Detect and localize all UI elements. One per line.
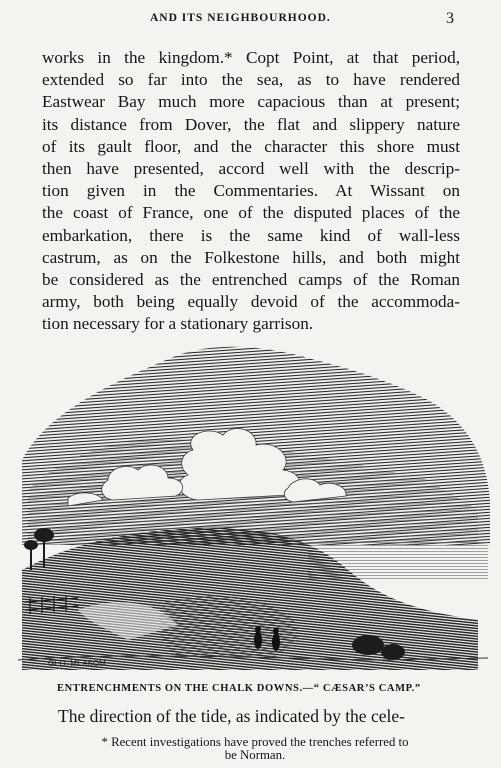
footnote-line: be Norman.	[224, 748, 286, 762]
body-line: its distance from Dover, the flat and slippery nature	[42, 114, 460, 134]
body-line: then have presented, accord well with the descrip-	[42, 159, 460, 179]
running-head	[0, 10, 501, 30]
continuation-line: The direction of the tide, as indicated by the cele-	[58, 706, 405, 726]
body-line: the coast of France, one of the disputed places of the	[42, 203, 460, 223]
body-line: tion given in the Commentaries. At Wissant on	[42, 181, 460, 201]
footnote	[55, 736, 455, 762]
body-line: castrum, as on the Folkestone hills, and both might	[42, 247, 460, 267]
body-line: army, both being equally devoid of the accommoda-	[42, 292, 460, 312]
body-line: tion necessary for a stationary garrison.	[42, 314, 314, 334]
landscape-engraving	[8, 340, 493, 675]
body-line: extended so far into the sea, as to have rendered	[42, 70, 460, 90]
body-line: be considered as the entrenched camps of the Roman	[42, 270, 460, 290]
body-line: works in the kingdom.* Copt Point, at that period,	[42, 48, 460, 67]
engraver-signature: GEO. MEASOM	[48, 659, 106, 668]
body-line: embarkation, there is the same kind of wall-less	[42, 225, 460, 245]
figure-caption: ENTRENCHMENTS ON THE CHALK DOWNS.—“ CÆSAR’S CAMP.”	[57, 683, 421, 694]
running-title: AND ITS NEIGHBOURHOOD.	[150, 12, 331, 24]
page-number: 3	[446, 10, 454, 27]
body-paragraph	[42, 47, 460, 336]
footnote-line: * Recent investigations have proved the trenches referred to	[101, 735, 409, 749]
body-line: of its gault floor, and the character this shore must	[42, 136, 460, 156]
body-line: Eastwear Bay much more capacious than at present;	[42, 92, 460, 112]
